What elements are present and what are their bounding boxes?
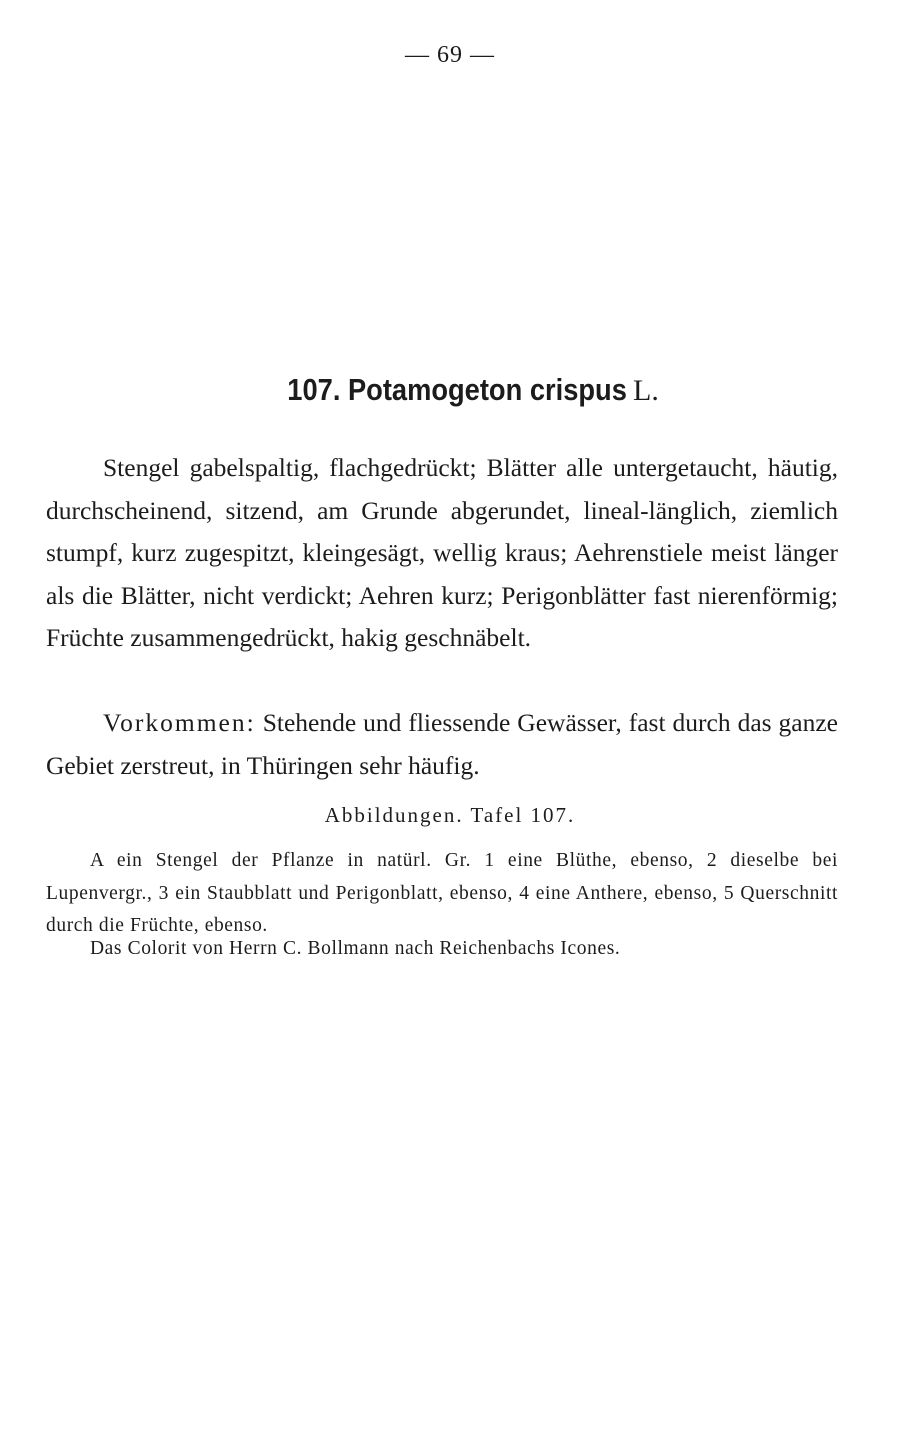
figures-heading: Abbildungen. Tafel 107. <box>324 803 576 827</box>
species-title <box>0 372 900 408</box>
species-description: Stengel gabelspaltig, flachgedrückt; Blätter alle untergetaucht, häutig, durchscheinend, sitzend, am Grunde abgerundet, lineal-länglich, ziemlich stumpf, kurz zugespitzt, kleingesägt, wellig kraus; Aehrenstiele meist länger als die Blätter, nicht verdickt; Aehren kurz; Perigonblätter fast nierenförmig; Früchte zusammengedrückt, hakig geschnäbelt. <box>46 453 838 652</box>
occurrence-text: Stehende und fliessende Gewässer, fast durch das ganze Gebiet zerstreut, in Thüringen sehr häufig. <box>46 708 838 780</box>
occurrence-paragraph <box>46 702 838 787</box>
species-author: L. <box>633 374 659 407</box>
page-number: — 69 — <box>405 42 495 68</box>
species-name: 107. Potamogeton crispus <box>287 372 628 407</box>
color-credit: Das Colorit von Herrn C. Bollmann nach Reichenbachs Icones. <box>90 938 621 959</box>
figures-caption: A ein Stengel der Pflanze in natürl. Gr. 1 eine Blüthe, ebenso, 2 dieselbe bei Lupenvergr., 3 ein Staubblatt und Perigonblatt, ebenso, 4 eine Anthere, ebenso, 5 Querschnitt durch die Früchte, ebenso. <box>46 850 838 936</box>
occurrence-label: Vorkommen: <box>103 708 256 737</box>
